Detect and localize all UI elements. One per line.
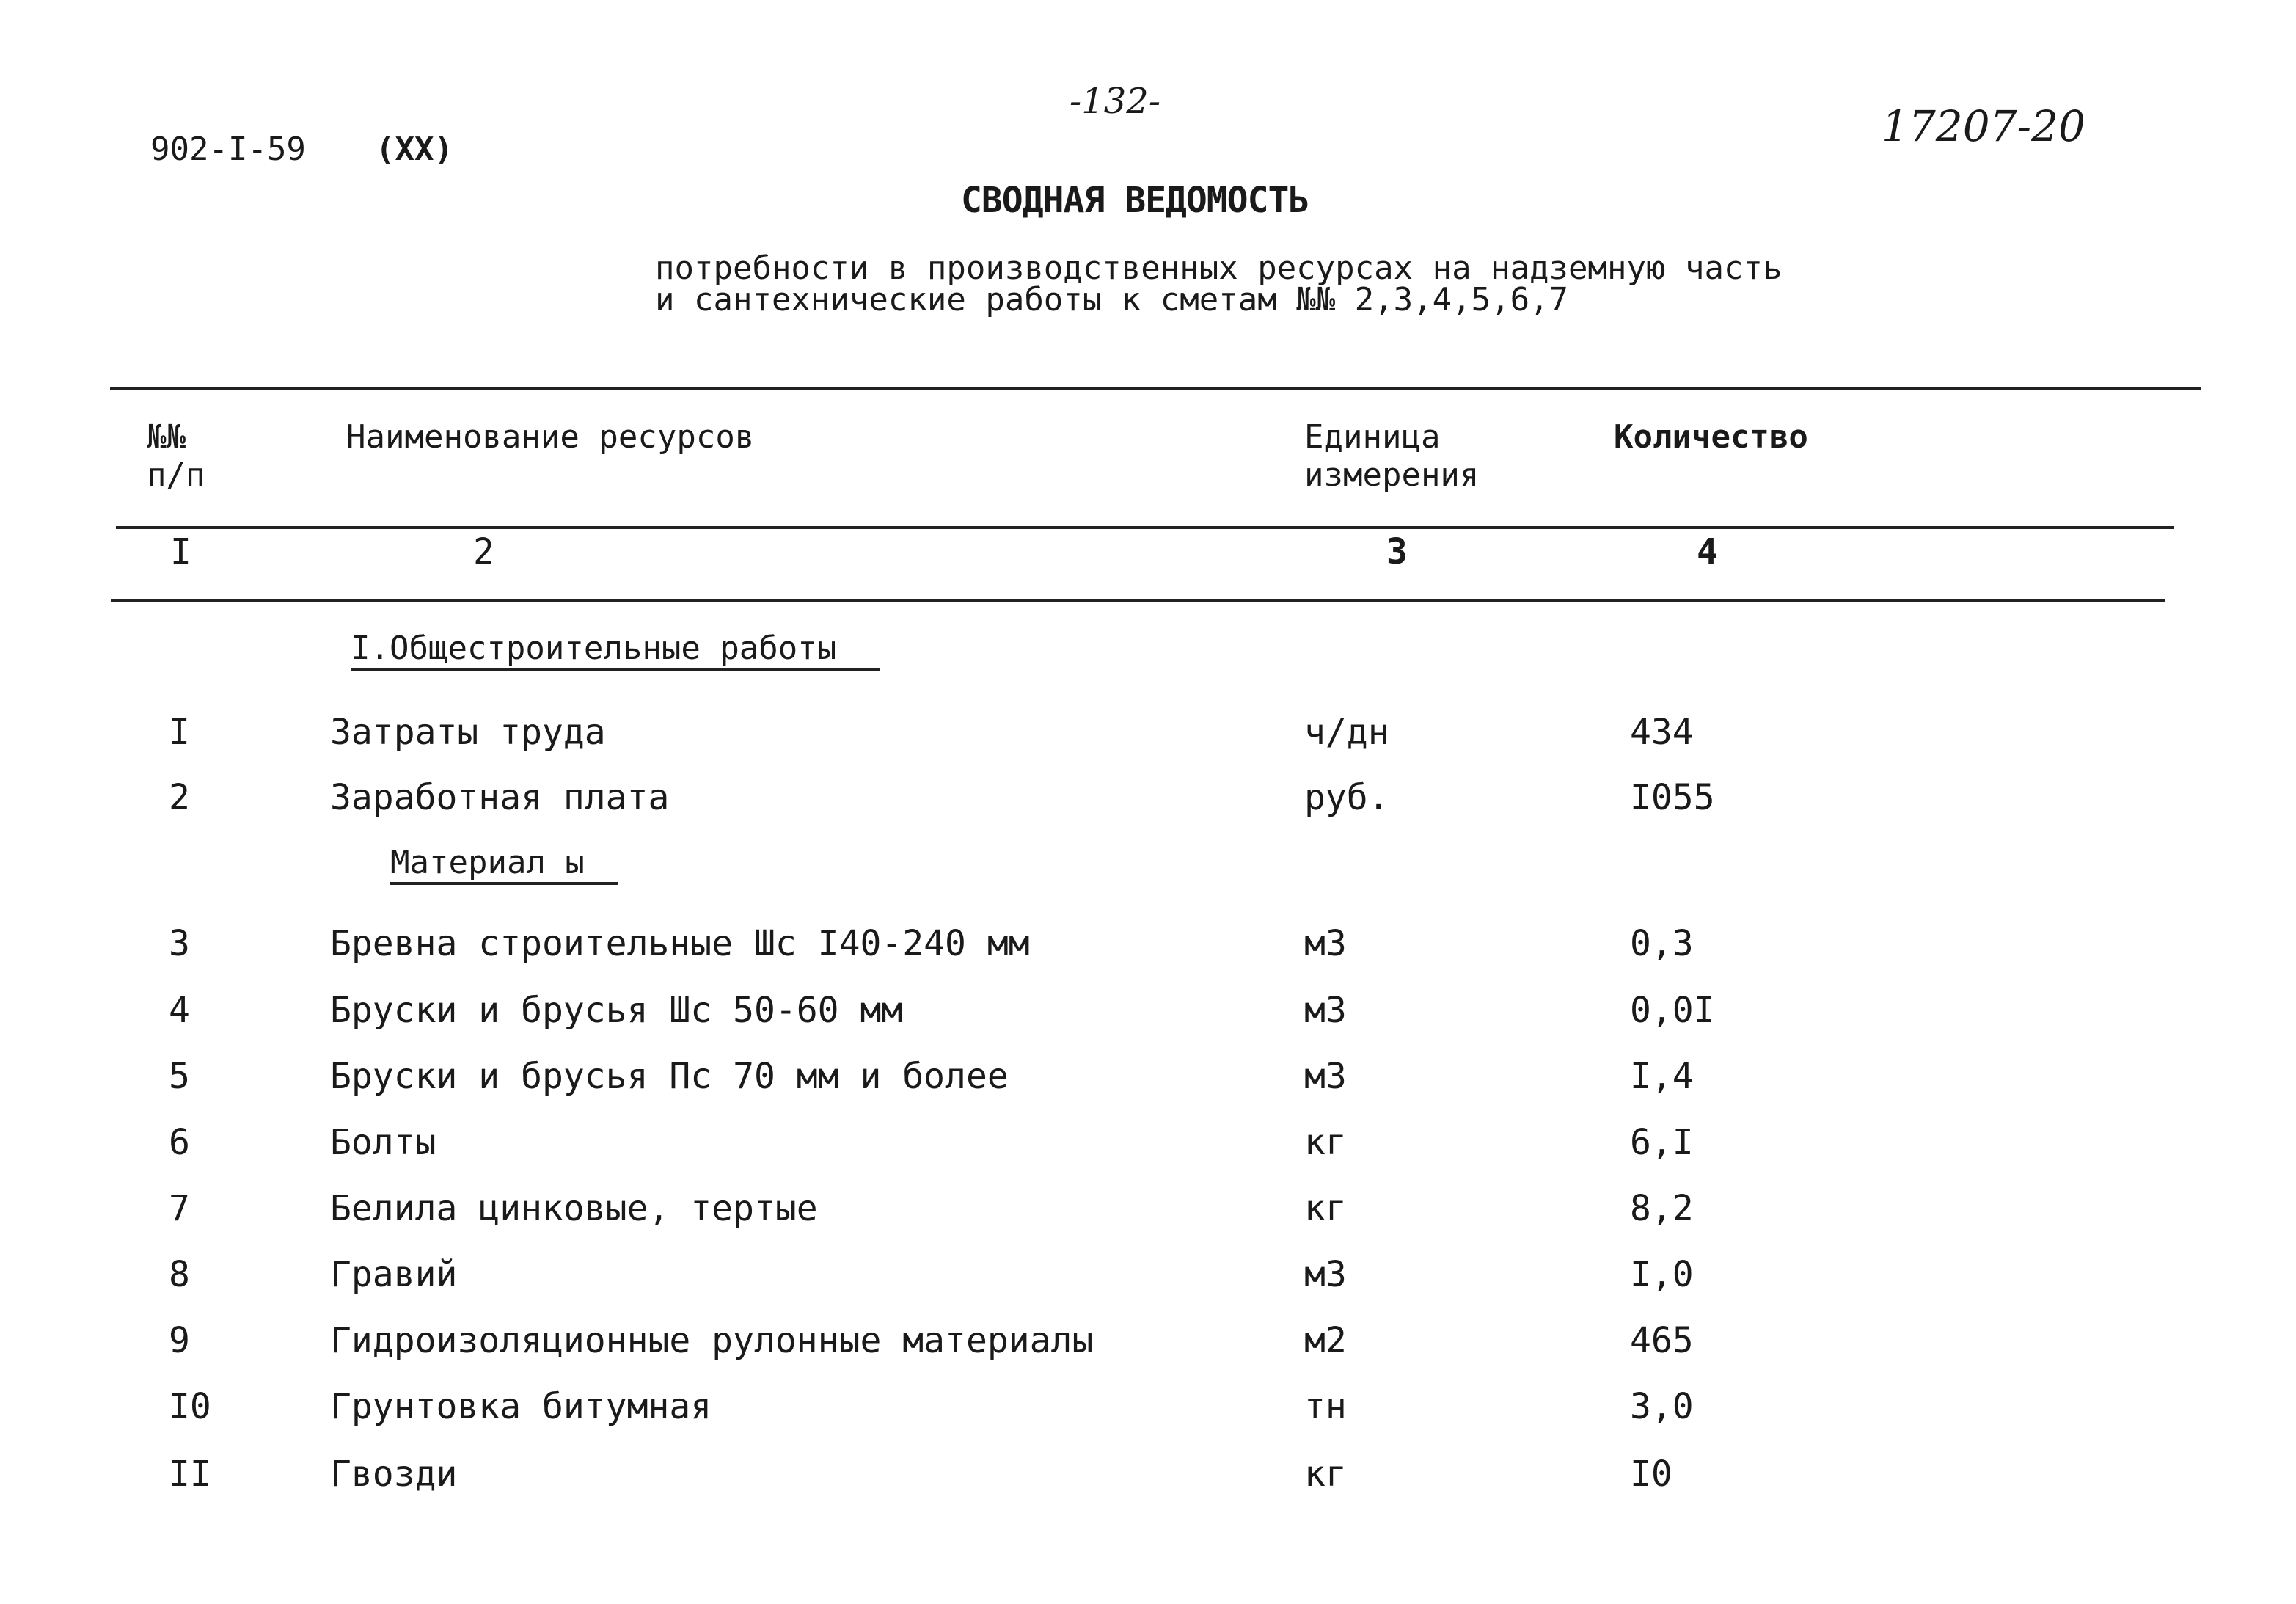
row-number: I0 xyxy=(169,1386,211,1427)
header-unit-label: Единица измерения xyxy=(1304,418,1480,494)
row-name: Гидроизоляционные рулонные материалы xyxy=(330,1320,1094,1361)
row-quantity: I0 xyxy=(1630,1454,1672,1495)
header-unit xyxy=(1304,418,1479,495)
section-heading-materials-label: Материал ы xyxy=(390,844,585,881)
row-unit: м3 xyxy=(1304,990,1347,1031)
table-top-rule xyxy=(110,387,2201,390)
header-number-label: №№ п/п xyxy=(147,418,205,494)
row-name: Бруски и брусья Пс 70 мм и более xyxy=(330,1056,1009,1097)
row-quantity: I055 xyxy=(1630,777,1715,818)
row-name: Заработная плата xyxy=(330,777,670,818)
section-heading-general-works xyxy=(351,630,836,667)
row-quantity: 3,0 xyxy=(1630,1386,1694,1427)
row-unit: кг xyxy=(1304,1188,1347,1229)
row-number: 6 xyxy=(169,1122,190,1163)
header-name: Наименование ресурсов xyxy=(346,418,755,456)
section-heading-underline xyxy=(351,668,880,671)
row-number: 3 xyxy=(169,923,190,964)
row-quantity: I,4 xyxy=(1630,1056,1694,1097)
row-number: 5 xyxy=(169,1056,190,1097)
column-numbers-rule xyxy=(111,599,2165,602)
column-number-3: 3 xyxy=(1386,531,1408,572)
row-unit: кг xyxy=(1304,1122,1347,1163)
row-unit: м2 xyxy=(1304,1320,1347,1361)
document-title: СВОДНАЯ ВЕДОМОСТЬ xyxy=(961,180,1309,221)
subtitle-line-1: потребности в производственных ресурсах на надземную часть xyxy=(655,249,1783,287)
row-quantity: I,0 xyxy=(1630,1254,1694,1295)
column-number-2: 2 xyxy=(473,531,494,572)
header-quantity: Количество xyxy=(1614,418,1808,456)
row-quantity: 465 xyxy=(1630,1320,1694,1361)
row-name: Затраты труда xyxy=(330,712,606,753)
page-number: -132- xyxy=(1070,81,1161,122)
row-quantity: 6,I xyxy=(1630,1122,1694,1163)
row-number: 7 xyxy=(169,1188,190,1229)
row-name: Белила цинковые, тертые xyxy=(330,1188,818,1229)
row-quantity: 434 xyxy=(1630,712,1694,753)
row-number: II xyxy=(169,1454,211,1495)
header-bottom-rule xyxy=(116,526,2174,529)
row-unit: тн xyxy=(1304,1386,1347,1427)
row-number: 4 xyxy=(169,990,190,1031)
row-name: Бруски и брусья Шс 50-60 мм xyxy=(330,990,903,1031)
row-name: Болты xyxy=(330,1122,436,1163)
row-name: Бревна строительные Шс I40-240 мм xyxy=(330,923,1030,964)
row-unit: руб. xyxy=(1304,777,1389,818)
row-quantity: 8,2 xyxy=(1630,1188,1694,1229)
header-number xyxy=(147,418,205,495)
row-number: I xyxy=(169,712,190,753)
row-number: 9 xyxy=(169,1320,190,1361)
row-unit: кг xyxy=(1304,1454,1347,1495)
row-unit: м3 xyxy=(1304,1056,1347,1097)
row-name: Гвозди xyxy=(330,1454,458,1495)
row-name: Гравий xyxy=(330,1254,458,1295)
row-quantity: 0,3 xyxy=(1630,923,1694,964)
row-unit: м3 xyxy=(1304,923,1347,964)
column-number-4: 4 xyxy=(1697,531,1718,572)
row-quantity: 0,0I xyxy=(1630,990,1715,1031)
section-heading-underline xyxy=(390,882,618,885)
document-series: (XX) xyxy=(376,131,453,168)
document-code: 902-I-59 xyxy=(150,131,306,168)
row-unit: ч/дн xyxy=(1304,712,1389,753)
row-number: 8 xyxy=(169,1254,190,1295)
sheet-code: 17207-20 xyxy=(1882,101,2085,151)
row-number: 2 xyxy=(169,777,190,818)
subtitle-line-2: и сантехнические работы к сметам №№ 2,3,4,5,6,7 xyxy=(655,281,1569,318)
column-number-1: I xyxy=(170,531,191,572)
section-heading-materials xyxy=(390,844,585,881)
row-name: Грунтовка битумная xyxy=(330,1386,712,1427)
row-unit: м3 xyxy=(1304,1254,1347,1295)
section-heading-general-works-label: I.Общестроительные работы xyxy=(351,630,837,667)
